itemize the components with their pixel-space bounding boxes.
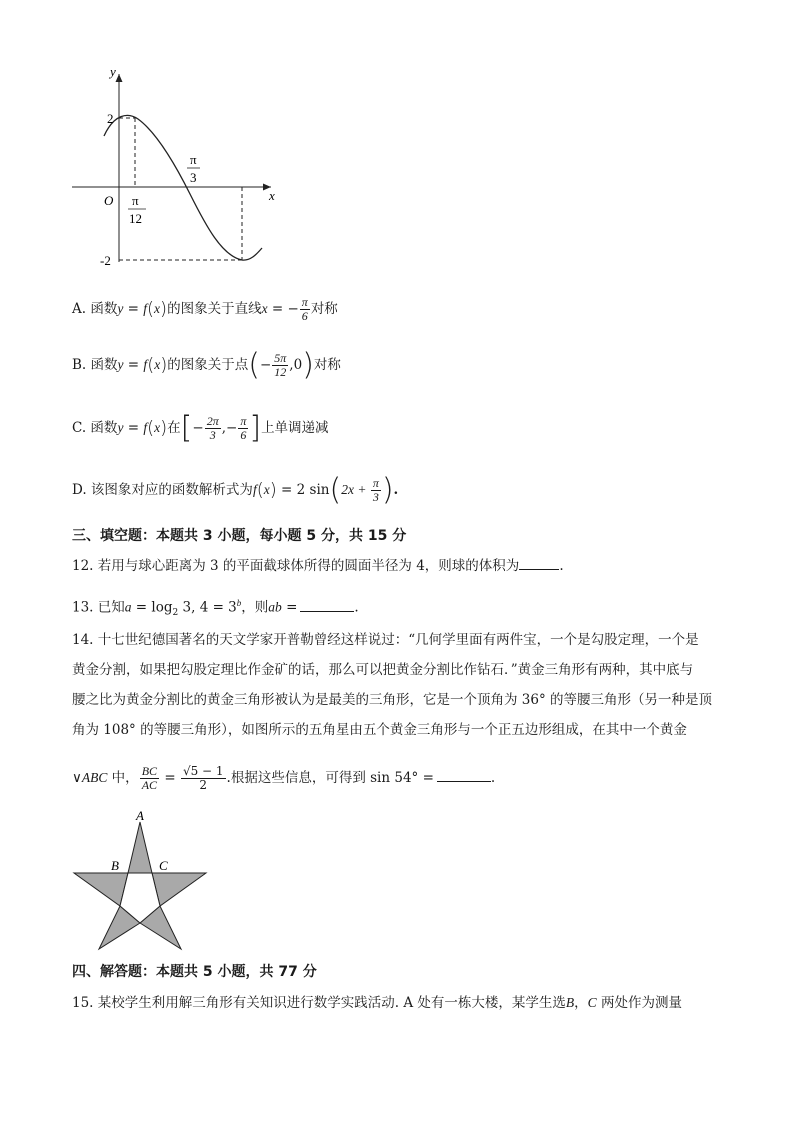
q14-tail: .根据这些信息，可得到 sin 54° = (226, 770, 434, 786)
question-14 (72, 625, 724, 745)
vertex-a-label: A (136, 808, 144, 823)
var-y: y (117, 301, 124, 316)
var-y: y (117, 357, 124, 372)
var-f: f (143, 301, 148, 316)
q13-post: ，则 (241, 599, 269, 616)
section-3-heading: 三、填空题：本题共 3 小题，每小题 5 分，共 15 分 (72, 528, 407, 544)
y-max-label: 2 (107, 111, 114, 126)
y-axis-arrow (116, 74, 123, 82)
q14-line4: 角为 108° 的等腰三角形），如图所示的五角星由五个黄金三角形与一个正五边形组成，在其中一个黄金 (72, 722, 687, 738)
q15-pre: 15. 某校学生利用解三角形有关知识进行数学实践活动. A 处有一栋大楼，某学生选 (72, 995, 566, 1011)
var-x: x (154, 357, 161, 372)
x-tick2-numerator: π (190, 152, 197, 167)
x-tick1-numerator: π (132, 193, 139, 208)
option-a-text1: 的图象关于直线 (167, 301, 262, 317)
option-d: D. 该图象对应的函数解析式为f(x) = 2 sin(2x + $\frac{\pi}{3}$ ). (72, 472, 399, 508)
option-a-text2: 对称 (310, 301, 338, 317)
log-expression: = log (131, 599, 173, 616)
x-axis-label: x (269, 188, 275, 203)
q12-text: 12. 若用与球心距离为 3 的平面截球体所得的圆面半径为 4，则球的体积为 (72, 558, 520, 574)
fraction-bc-ac: $\frac{BC}{AC}$ (141, 764, 158, 792)
period: . (393, 482, 399, 498)
option-b-text1: 的图象关于点 (167, 357, 249, 373)
option-b: B. 函数y = f(x)的图象关于点(− $\frac{5\pi}{12}$ ,0)对称 (72, 347, 341, 383)
point-y-value: 0 (293, 357, 303, 373)
option-a-label: A. 函数 (72, 301, 118, 317)
separator: ， (574, 995, 588, 1011)
star-point-right (152, 873, 206, 906)
question-15 (72, 993, 682, 1013)
q14-line5: ∨ABC 中， $\frac{BC}{AC}$ = $\frac{√5 - 1}{2}$ .根据这些信息，可得到 sin 54° = . (72, 764, 496, 792)
equals: = (160, 770, 180, 786)
q14-line3: 腰之比为黄金分割比的黄金三角形被认为是最美的三角形，它是一个顶角为 36° 的等腰三角形（另一种是顶 (72, 692, 713, 708)
option-c: C. 函数y = f(x)在[− $\frac{2\pi}{3}$ ,− $\frac{\pi}{6}$ ]上单调递减 (72, 410, 329, 446)
answer-blank[interactable] (519, 557, 559, 570)
vertex-b-label: B (111, 858, 119, 873)
vertex-c-label: C (159, 858, 168, 873)
log-base: 2 (172, 608, 179, 619)
q14-zh: 中， (107, 770, 139, 786)
golden-ratio-fraction: $\frac{√5 - 1}{2}$ (182, 764, 224, 792)
equals: = (281, 599, 298, 616)
equals: = (123, 420, 144, 436)
star-point-top (128, 822, 152, 873)
answer-blank[interactable] (437, 769, 491, 782)
equals: = (123, 301, 144, 317)
sine-graph (66, 62, 286, 272)
question-13: 13. 已知$a = \log_2 3$, $4 = 3^b$，则ab = . (72, 598, 359, 619)
fraction-5pi-12: $\frac{5\pi}{12}$ (274, 351, 287, 379)
q15-post: 两处作为测量 (596, 995, 682, 1011)
option-d-label: D. 该图象对应的函数解析式为 (72, 482, 253, 498)
sine-expression: = 2 sin (276, 482, 330, 498)
point-b: B (565, 995, 575, 1010)
star-point-left (74, 873, 128, 906)
point-c: C (587, 995, 597, 1010)
section-4-heading: 四、解答题：本题共 5 小题，共 77 分 (72, 964, 317, 980)
x-tick2-denominator: 3 (190, 170, 197, 185)
fraction-2pi-3: $\frac{2\pi}{3}$ (206, 414, 219, 442)
star-figure (70, 806, 210, 956)
q13-pre: 13. 已知 (72, 599, 125, 616)
var-x: x (263, 482, 270, 497)
var-f: f (252, 482, 257, 497)
var-x: x (261, 301, 268, 316)
var-x: x (154, 301, 161, 316)
equals-minus: = − (267, 301, 299, 317)
answer-blank[interactable] (300, 599, 354, 612)
x-tick1-denominator: 12 (129, 211, 142, 226)
equals: = (123, 357, 144, 373)
origin-label: O (104, 193, 114, 208)
triangle-symbol: ∨ (72, 770, 82, 786)
option-b-text2: 对称 (313, 357, 341, 373)
var-a: a (124, 599, 132, 615)
option-c-text2: 上单调递减 (261, 420, 329, 436)
inner-argument: 2x + (341, 482, 370, 497)
var-f: f (143, 420, 148, 435)
sine-curve (104, 115, 262, 260)
var-y: y (117, 420, 124, 435)
option-c-text1: 在 (167, 420, 181, 436)
y-axis-label: y (110, 64, 116, 79)
fraction-pi-6: $\frac{\pi}{6}$ (301, 295, 308, 323)
q13-mid: 3, 4 = 3 (178, 599, 237, 616)
fraction-pi-3: $\frac{\pi}{3}$ (372, 476, 379, 504)
q14-line2: 黄金分割，如果把勾股定理比作金矿的话，那么可以把黄金分割比作钻石．”黄金三角形有两种，其中底与 (72, 662, 694, 678)
triangle-abc: ABC (81, 770, 108, 785)
question-12: 12. 若用与球心距离为 3 的平面截球体所得的圆面半径为 4，则球的体积为 . (72, 558, 564, 574)
y-min-label: -2 (100, 253, 111, 268)
option-b-label: B. 函数 (72, 357, 118, 373)
var-x: x (154, 420, 161, 435)
fraction-pi-6: $\frac{\pi}{6}$ (240, 414, 247, 442)
q14-line1: 14. 十七世纪德国著名的天文学家开普勒曾经这样说过：“几何学里面有两件宝，一个是勾股定理，一个是 (72, 632, 699, 648)
option-c-label: C. 函数 (72, 420, 118, 436)
var-f: f (143, 357, 148, 372)
option-a: A. 函数y = f(x)的图象关于直线x = − $\frac{\pi}{6}$ 对称 (72, 295, 338, 323)
var-ab: ab (268, 599, 282, 615)
exponent-b: b (236, 598, 242, 608)
